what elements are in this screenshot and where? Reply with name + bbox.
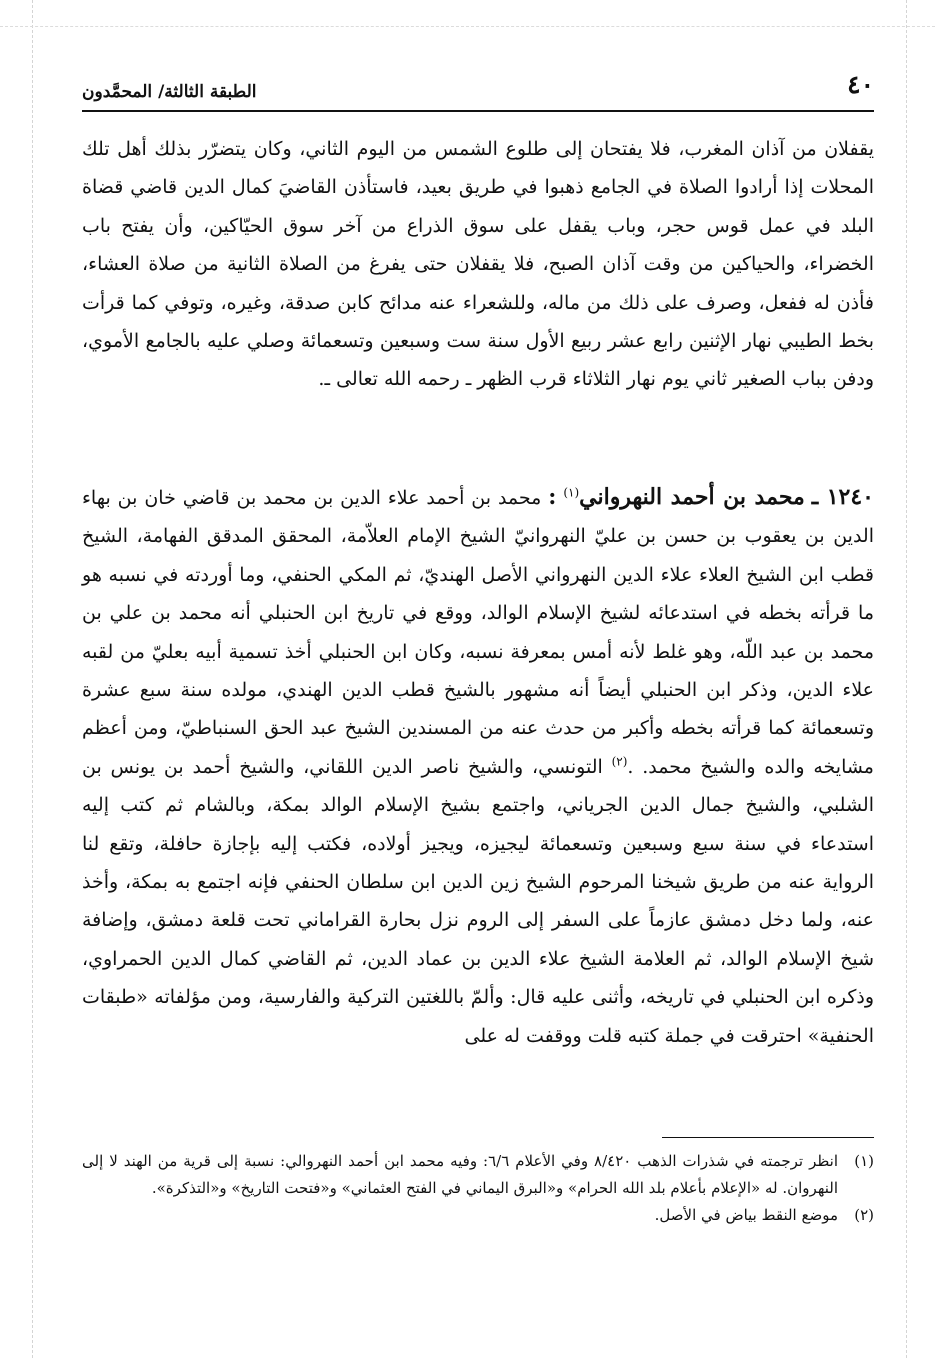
footnote-1-number: (١) bbox=[854, 1152, 874, 1170]
footnote-ref-2[interactable]: (٢) bbox=[611, 754, 628, 769]
continued-paragraph bbox=[82, 130, 874, 399]
entry-name: محمد بن أحمد النهرواني bbox=[579, 484, 805, 510]
entry-text-part2: التونسي، والشيخ ناصر الدين اللقاني، والشيخ أحمد بن يونس بن الشلبي، والشيخ جمال الدين الجرياني، واجتمع بشيخ الإسلام الوالد بمكة، وبالشام ثم كتب إليه استدعاء في سنة سبع وسبعين وتسعمائة ليجيزه، ويجيز أولاده، فكتب إليه بإجازة حافلة، وتقع لنا الرواية عنه من طريق شيخنا المرحوم الشيخ زين الدين ابن سلطان الحنفي فإنه اجتمع به بمكة، وأخذ عنه، ولما دخل دمشق عازماً على السفر إلى الروم نزل بحارة القراماني تحت قلعة دمشق، وإضافة شيخ الإسلام الوالد، ثم العلامة الشيخ علاء الدين بن عماد الدين، ثم القاضي كمال الدين الحمراوي، وذكره ابن الحنبلي في تاريخه، وأثنى عليه قال: وألمّ باللغتين التركية والفارسية، ومن مؤلفاته «طبقات الحنفية» احترقت في جملة كتبه قلت ووقفت له على bbox=[82, 755, 874, 1047]
entry-text-part1: محمد بن أحمد علاء الدين بن محمد بن قاضي خان بن بهاء الدين بن يعقوب بن حسن بن عليّ النهروانيّ الشيخ الإمام العلاّمة، المحقق المدقق الفهامة، الشيخ قطب ابن الشيخ العلاء علاء الدين النهرواني الأصل الهنديّ، ثم المكي الحنفي، وما أوردته في نسبه هو ما قرأته بخطه في استدعائه لشيخ الإسلام الوالد، ووقع في تاريخ ابن الحنبلي أنه محمد بن علي بن محمد بن عبد اللّه، وهو غلط لأنه أمس بمعرفة نسبه، وكان ابن الحنبلي أخذ تسمية أبيه بعليّ من لقبه علاء الدين، وذكر ابن الحنبلي أيضاً أنه مشهور بالشيخ قطب الدين الهندي، مولده سنة سبع عشرة وتسعمائة كما قرأته بخطه وأكبر من حدث عنه من المسندين الشيخ عبد الحق السنباطيّ، ومن أعظم مشايخه والده والشيخ محمد. . bbox=[82, 487, 874, 778]
footnote-2 bbox=[82, 1202, 874, 1229]
footnote-1 bbox=[82, 1148, 874, 1202]
page-header bbox=[82, 68, 874, 108]
entry-paragraph bbox=[82, 478, 874, 1055]
page-number: ٤٠ bbox=[847, 70, 874, 99]
running-title: الطبقة الثالثة/ المحمَّدون bbox=[82, 82, 257, 102]
footnote-ref-1[interactable]: (١) bbox=[563, 485, 580, 500]
scan-guide-right bbox=[906, 0, 907, 1358]
footnote-1-text: انظر ترجمته في شذرات الذهب ٨/٤٢٠ وفي الأعلام ٦/٦: وفيه محمد ابن أحمد النهروالي: نسبة إلى قرية من الهند لا إلى النهروان. له «الإعلام بأعلام بلد الله الحرام» و«البرق اليماني في الفتح العثماني» و«فتحت التاريخ» و«التذكرة». bbox=[82, 1152, 838, 1197]
footnotes bbox=[82, 1148, 874, 1229]
header-rule bbox=[82, 110, 874, 112]
biography-entry bbox=[82, 478, 874, 1055]
entry-number: ١٢٤٠ ـ bbox=[811, 484, 874, 510]
paragraph-text: يقفلان من آذان المغرب، فلا يفتحان إلى طلوع الشمس من اليوم الثاني، وكان يتضرّر بذلك أهل تلك المحلات إذا أرادوا الصلاة في الجامع ذهبوا في طريق بعيد، فاستأذن القاضيَ كمال الدين قاضي قضاة البلد في عمل قوس حجر، وباب يقفل على سوق الذراع من آخر سوق الحيّاكين، وأن يفتح باب الخضراء، والحياكين من وقت آذان الصبح، فلا يقفلان حتى يفرغ من الصلاة الثانية من صلاة العشاء، فأذن له ففعل، وصرف على ذلك من ماله، وللشعراء عنه مدائح كابن صدقة، وغيره، وتوفي كما قرأت بخط الطيبي نهار الإثنين رابع عشر ربيع الأول سنة ست وسبعين وتسعمائة وصلي عليه بالجامع الأموي، ودفن بباب الصغير ثاني يوم نهار الثلاثاء قرب الظهر ـ رحمه الله تعالى ـ. bbox=[82, 138, 874, 391]
entry-colon: : bbox=[548, 484, 557, 510]
scan-guide-left bbox=[32, 0, 33, 1358]
footnote-2-number: (٢) bbox=[854, 1206, 874, 1224]
footnote-2-text: موضع النقط بياض في الأصل. bbox=[654, 1206, 838, 1224]
scan-guide-top bbox=[0, 26, 935, 27]
footnote-rule bbox=[662, 1137, 874, 1138]
